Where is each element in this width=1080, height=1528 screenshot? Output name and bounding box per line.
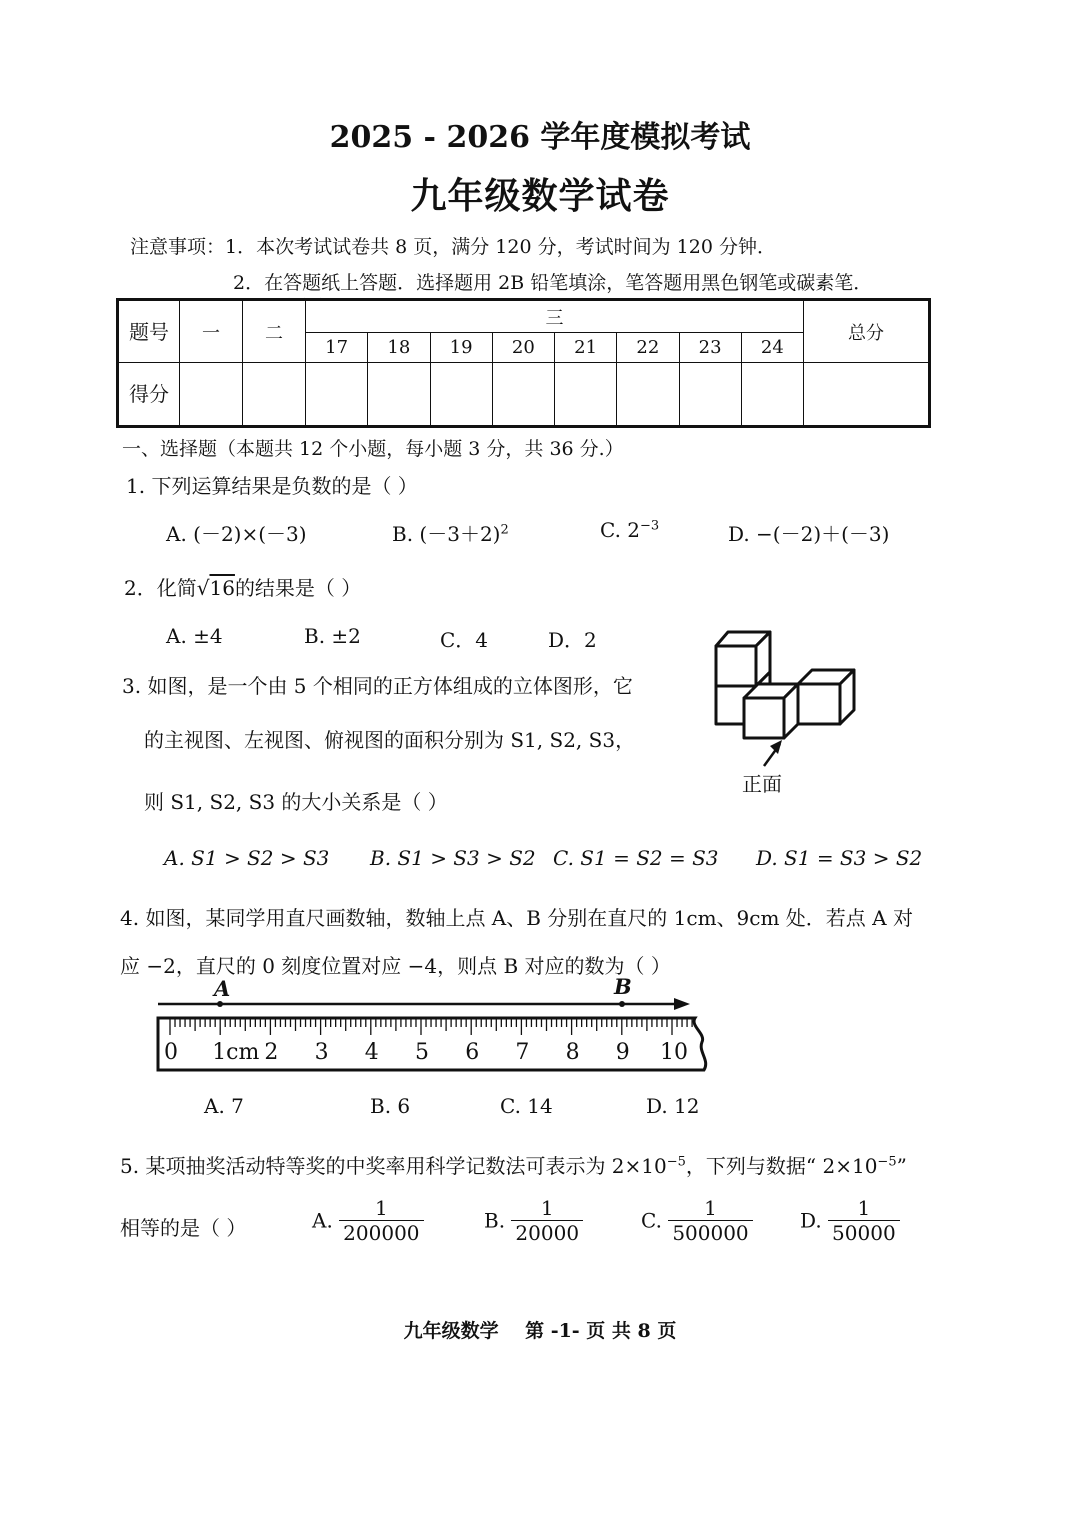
notice-2-emph: 答题纸 · · · — [283, 272, 340, 294]
q5-option-c — [641, 1196, 753, 1245]
q3-line-1: 3. 如图，是一个由 5 个相同的正方体组成的立体图形，它 — [122, 674, 633, 698]
page-footer: 九年级数学 第 -1- 页 共 8 页 — [403, 1320, 677, 1342]
q5-line-1-pre: 5. 某项抽奖活动特等奖的中奖率用科学记数法可表示为 2×10 — [120, 1154, 667, 1178]
q3-option-d: D. S1 = S3 > S2 — [756, 846, 923, 870]
q1-option-a: A. (－2)×(－3) — [166, 522, 307, 546]
notice-2-post: 上答题．选择题用 2B 铅笔填涂，笔答题用黑色钢笔或碳素笔． — [340, 272, 873, 294]
q1-option-b-exp: 2 — [500, 522, 509, 538]
section-1-heading: 一、选择题（本题共 12 个小题，每小题 3 分，共 36 分.） — [122, 438, 624, 460]
q5-option-a — [312, 1196, 424, 1245]
cube-face — [716, 646, 756, 686]
col-two: 二 — [243, 300, 306, 363]
q5-option-d-label: D. — [800, 1208, 822, 1233]
ruler-label: 2 — [264, 1040, 279, 1065]
q3-option-c: C. S1 = S2 = S3 — [553, 846, 719, 870]
q5-option-a-fraction — [339, 1196, 423, 1245]
point-b-label: B — [614, 974, 632, 999]
q1-option-c-exp: −3 — [640, 518, 660, 534]
q4-option-d: D. 12 — [646, 1094, 700, 1118]
numerator: 1 — [540, 1196, 554, 1220]
ruler-label: 10 — [660, 1040, 688, 1065]
ruler-label: 4 — [364, 1040, 379, 1065]
col-total: 总分 — [804, 300, 930, 363]
score-cell — [617, 363, 679, 427]
q4-option-a: A. 7 — [204, 1094, 244, 1118]
row-label-score: 得分 — [118, 363, 180, 427]
score-cell — [679, 363, 741, 427]
q5-option-d — [800, 1196, 900, 1245]
number-line-arrow — [674, 998, 690, 1010]
score-cell — [492, 363, 554, 427]
q5-option-c-label: C. — [641, 1208, 662, 1233]
ruler-label: 1cm — [212, 1040, 260, 1065]
ruler-label: 0 — [164, 1040, 178, 1065]
exam-title: 2025 - 2026 学年度模拟考试 — [329, 120, 751, 155]
sqrt-sign: √ — [196, 576, 210, 600]
q4-option-c: C. 14 — [500, 1094, 553, 1118]
cube-face — [798, 684, 840, 724]
subcol-17: 17 — [306, 333, 368, 363]
q5-exp: −5 — [877, 1154, 897, 1170]
notice-line-1 — [130, 232, 776, 259]
score-table — [116, 298, 931, 428]
q5-option-d-fraction — [828, 1196, 900, 1245]
q2-option-c: C．4 — [440, 628, 489, 652]
q3-line-3: 则 S1, S2, S3 的大小关系是（ ） — [144, 790, 448, 814]
q5-option-b — [484, 1196, 583, 1245]
q2-option-b: B. ±2 — [304, 624, 361, 648]
row-label-question: 题号 — [118, 300, 180, 363]
denominator: 50000 — [828, 1220, 900, 1245]
col-three: 三 — [306, 300, 804, 333]
q4-line-1: 4. 如图，某同学用直尺画数轴，数轴上点 A、B 分别在直尺的 1cm、9cm 处．若点 A 对 — [120, 906, 913, 930]
numerator: 1 — [857, 1196, 871, 1220]
q2-stem-post: 的结果是（ ） — [234, 576, 362, 600]
q2-option-a: A. ±4 — [166, 624, 223, 648]
q5-line-1-post: ” — [896, 1154, 907, 1178]
q1-option-c — [600, 518, 659, 542]
score-cell — [430, 363, 492, 427]
q1-option-d: D. −(－2)＋(－3) — [728, 522, 890, 546]
ruler-label: 6 — [465, 1040, 480, 1065]
q5-option-b-fraction — [511, 1196, 583, 1245]
denominator: 20000 — [511, 1220, 583, 1245]
q5-option-b-label: B. — [484, 1208, 506, 1233]
ruler-label: 7 — [515, 1040, 530, 1065]
numerator: 1 — [704, 1196, 717, 1220]
ruler-label: 3 — [314, 1040, 329, 1065]
numerator: 1 — [374, 1196, 388, 1220]
front-view-label: 正面 — [742, 772, 782, 796]
ruler-label: 9 — [615, 1040, 630, 1065]
subcol-22: 22 — [617, 333, 679, 363]
notice-label: 注意事项： — [130, 236, 226, 258]
notice-2-pre: 2．在 — [233, 272, 284, 294]
q1-option-b-base: B. (－3＋2) — [392, 522, 501, 546]
subcol-19: 19 — [430, 333, 492, 363]
q5-line-2: 相等的是（ ） — [120, 1216, 247, 1240]
q1-stem: 1. 下列运算结果是负数的是（ ） — [126, 474, 418, 498]
cube-figure — [700, 622, 870, 802]
ruler-label: 5 — [415, 1040, 429, 1065]
subcol-20: 20 — [492, 333, 554, 363]
score-cell — [180, 363, 243, 427]
point-b-dot — [619, 1001, 625, 1007]
subcol-23: 23 — [679, 333, 741, 363]
q4-line-2: 应 −2，直尺的 0 刻度位置对应 −4，则点 B 对应的数为（ ） — [120, 954, 671, 978]
q1-option-b — [392, 518, 509, 547]
cube-face — [744, 698, 784, 738]
col-one: 一 — [180, 300, 243, 363]
score-cell — [368, 363, 430, 427]
q5-exp: −5 — [666, 1154, 686, 1170]
point-a-dot — [217, 1001, 223, 1007]
q2-radicand: 16 — [209, 576, 235, 600]
notice-1: 1．本次考试试卷共 8 页，满分 120 分，考试时间为 120 分钟． — [225, 236, 776, 258]
front-arrow-head — [770, 740, 782, 754]
q5-line-1-mid: ，下列与数据“ 2×10 — [685, 1154, 878, 1178]
score-cell — [741, 363, 803, 427]
score-cell — [306, 363, 368, 427]
denominator: 200000 — [339, 1220, 423, 1245]
paper-title: 九年级数学试卷 — [410, 175, 670, 217]
q4-option-b: B. 6 — [370, 1094, 411, 1118]
q2-stem — [124, 572, 361, 601]
subcol-24: 24 — [741, 333, 803, 363]
q2-stem-pre: 2．化简 — [124, 576, 197, 600]
score-cell — [243, 363, 306, 427]
q5-option-a-label: A. — [312, 1208, 333, 1233]
q1-option-c-base: C. 2 — [600, 518, 641, 542]
ruler-label: 8 — [565, 1040, 580, 1065]
q5-option-c-fraction — [668, 1196, 752, 1245]
notice-line-2 — [233, 268, 872, 295]
subcol-21: 21 — [555, 333, 617, 363]
subcol-18: 18 — [368, 333, 430, 363]
q2-option-d: D．2 — [548, 628, 597, 652]
q3-option-a: A. S1 > S2 > S3 — [164, 846, 330, 870]
denominator: 500000 — [668, 1220, 752, 1245]
q3-line-2: 的主视图、左视图、俯视图的面积分别为 S1, S2, S3， — [144, 728, 636, 752]
q5-line-1 — [120, 1150, 907, 1179]
q3-option-b: B. S1 > S3 > S2 — [370, 846, 536, 870]
point-a-label: A — [214, 976, 231, 1001]
score-cell — [555, 363, 617, 427]
score-cell — [804, 363, 930, 427]
